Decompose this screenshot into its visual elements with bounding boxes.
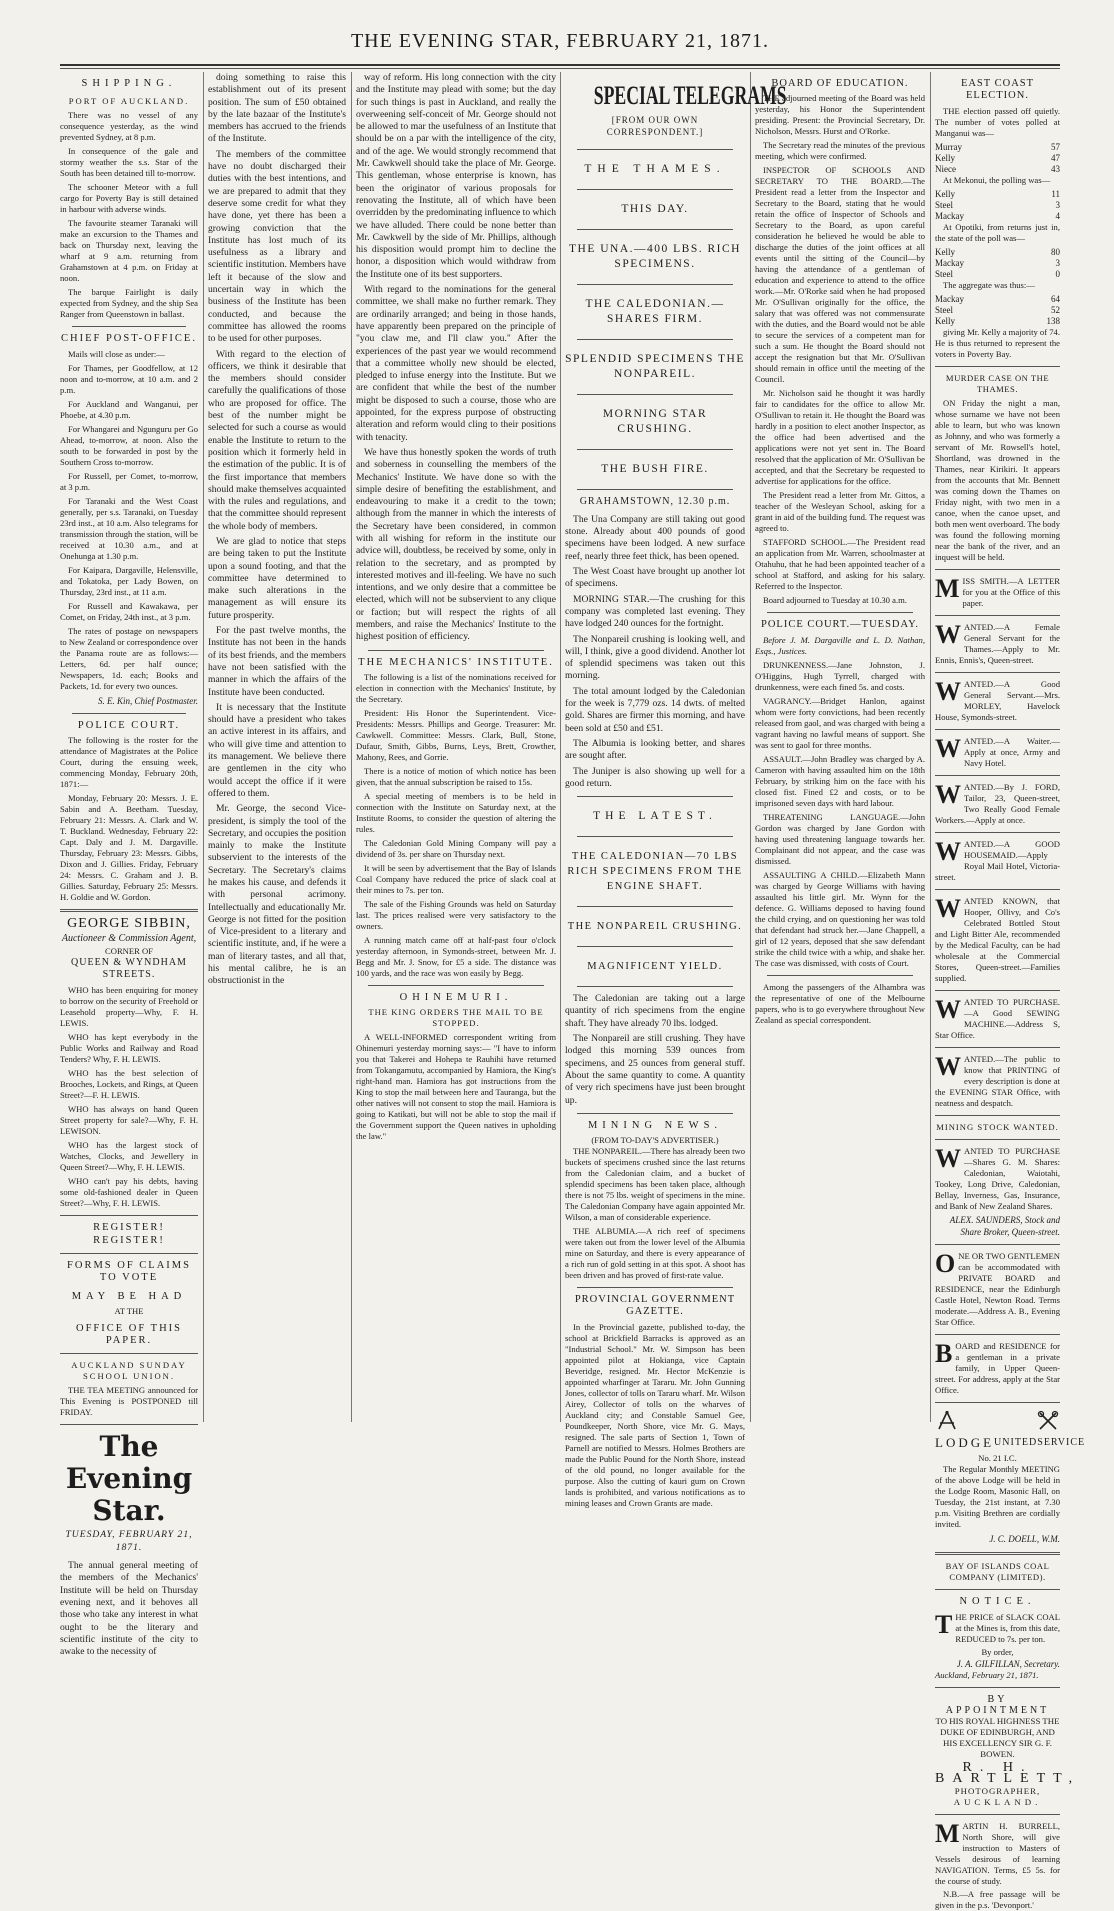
latest-text: The Caledonian are taking out a large quantity of rich specimens from the engine shaft. They have already 70 lbs. lodged. xyxy=(565,993,745,1029)
education-text: The President read a letter from Mr. Gittos, a teacher of the Wesleyan School, asking for a grant in aid of the building fund. The request was agreed to. xyxy=(755,490,925,534)
tally-table xyxy=(935,142,1060,175)
ad-text: OARD and RESIDENCE for a gentleman in a private family, in Upper Queen-street. For address, apply at the Star Office. xyxy=(935,1341,1060,1396)
tally-row xyxy=(935,269,1060,280)
police-text: THREATENING LANGUAGE.—John Gordon was charged by Jane Gordon with having used threatening language towards her. Complainant did not appear, and the case was dismissed. xyxy=(755,811,925,866)
section-rule xyxy=(935,1139,1060,1140)
section-rule xyxy=(767,975,913,976)
section-rule xyxy=(60,1353,198,1354)
ohinemuri-text: A WELL-INFORMED correspondent writing from Ohinemuri yesterday morning says:— "I have to inform you that Takerei and Hohepa te Rauhihi have returned from Tokangamutu, accompanied by Hamiora, the King's right-hand man. Hamiora has got instructions from the King to stop the mail between here and Tauranga, but the other natives will not consent to stop the mail. Hamiora is going to Katikati, but will not be able to stop the mail if the Government support the Queen natives in upholding the law." xyxy=(356,1032,556,1142)
section-rule xyxy=(60,909,198,912)
lodge-text: The Regular Monthly MEETING of the above Lodge will be held in the Lodge Room, Masonic Hall, on Tuesday, the 21st instant, at 7.30 p.m. Visiting Brethren are cordially invited. xyxy=(935,1464,1060,1530)
ad-text: ANTED.—A Good General Servant.—Mrs. MORLEY, Havelock House, Symonds-street. xyxy=(935,678,1060,722)
appointment-heading: BY APPOINTMENT xyxy=(945,1694,1050,1717)
mining-news-heading: MINING NEWS. xyxy=(587,1119,723,1131)
coal-signature: J. A. GILFILLAN, Secretary. xyxy=(956,1659,1060,1670)
who-ad: WHO has the largest stock of Watches, Clocks, and Jewellery in Queen Street?—Why, F. H. LEWIS. xyxy=(60,1140,198,1173)
police-text: The following is the roster for the attendance of Magistrates at the Police Court, during the ensuing week, commencing Monday, February 20th, 1871:— xyxy=(60,735,198,790)
section-rule xyxy=(368,650,544,651)
vote-count: 11 xyxy=(1051,188,1060,199)
section-rule xyxy=(577,836,733,837)
post-text: The rates of postage on newspapers to New Zealand or correspondence over the Panama route are as follows:— Letters, 6d. per half ounce; Newspapers, 1d. each; Books and Packets, 1d. for every two ounces. xyxy=(60,625,198,691)
section-rule xyxy=(60,1424,198,1425)
post-text: For Taranaki and the West Coast generally, per s.s. Taranaki, on Tuesday 23rd inst., at 10 a.m. Also telegrams for transmission through the station, will be received at 10.30 a.m., and at Onehunga at 1.30 p.m. xyxy=(60,495,198,561)
ad-text: ANTED.—By J. FORD, Tailor, 23, Queen-street, Two Really Good Female Workers.—Apply at once. xyxy=(935,781,1060,825)
burrell-note: N.B.—A free passage will be given in the p.s. 'Devonport.' xyxy=(935,1889,1060,1911)
section-rule xyxy=(935,889,1060,890)
column-rule xyxy=(750,72,751,1422)
section-rule xyxy=(767,612,913,613)
tally-row xyxy=(935,142,1060,153)
section-rule xyxy=(60,1253,198,1254)
police-court-heading: POLICE COURT.—TUESDAY. xyxy=(761,619,919,631)
tally-table xyxy=(935,247,1060,280)
tally-table xyxy=(935,189,1060,222)
appointment-line: TO HIS ROYAL HIGHNESS THE DUKE OF EDINBURGH, AND xyxy=(935,1716,1060,1738)
section-rule xyxy=(577,394,733,395)
candidate-name: Kelly xyxy=(935,315,955,326)
lodge-title xyxy=(935,1435,1086,1451)
coal-order: By order, xyxy=(981,1647,1014,1658)
ad-text: NE OR TWO GENTLEMEN can be accommodated with PRIVATE BOARD and RESIDENCE, near the Edinburgh Castle Hotel, Newton Road. Terms moderate.—Address A. B., Evening Star Office. xyxy=(935,1251,1060,1328)
appointment-ad xyxy=(935,1694,1081,1808)
caledonian-heading: THE CALEDONIAN.—SHARES FIRM. xyxy=(585,297,725,325)
nonpareil-heading: SPLENDID SPECIMENS THE NONPAREIL. xyxy=(565,352,745,380)
police-text: VAGRANCY.—Bridget Hanlon, against whom were forty convictions, had been recently released from gaol, and was charged with being a vagrant having no lawful means of support. She was sent to gaol for three months. xyxy=(755,695,925,750)
mining-text: THE NONPAREIL.—There has already been two buckets of specimens crushed since the last returns from the Caledonian claim, and a bucket of splendid specimens has been taken place, although there is not 75 lbs. weight of specimens in the mine. The Caledonian Company have again appointed Mr. Wilson, a man of considerable experience. xyxy=(565,1146,745,1223)
education-text: Mr. Nicholson said he thought it was hardly fair to candidates for the office to allow Mr. O'Sullivan to retain it. He thought the Board was hardly in a position to elect another Inspector, as the office had been advertised and the applications were not yet sent in. The Board resolved that the application of Mr. O'Sullivan be accepted, and that the Secretary be requested to advertise for applications for the office. xyxy=(755,388,925,487)
lodge-word: UNITED xyxy=(994,1437,1038,1449)
column-rule xyxy=(351,72,352,1422)
candidate-name: Kelly xyxy=(935,246,955,257)
ad-text: ANTED.—A Waiter.—Apply at once, Army and Navy Hotel. xyxy=(964,735,1060,768)
section-rule xyxy=(935,1047,1060,1048)
ad-text: ARTIN H. BURRELL, North Shore, will give instruction to Masters of Vessels desirous of learning NAVIGATION. Terms, £5 5s. for the course of study. xyxy=(935,1821,1060,1887)
candidate-name: Kelly xyxy=(935,188,955,199)
mechanics-text: There is a notice of motion of which notice has been given, that the annual subscription be raised to 15s. xyxy=(356,765,556,787)
shipping-text: In consequence of the gale and stormy weather the s.s. Star of the South has been detained till to-morrow. xyxy=(60,146,198,179)
mechanics-text: The following is a list of the nominations received for election in connection with the Mechanics' Institute, by the Secretary. xyxy=(356,671,556,704)
article-text: Mr. George, the second Vice-president, is simply the tool of the Secretary, and occupies the position mainly to make the Institute subservient to the interests of the Secretary. The Secretary's claims he makes his cause, and defends it with personal acrimony. Intellectually and educationally Mr. George is not fitted for the position of Vice-president to a literary and scientific institute, and, if he were a man of literary tastes, and all that, his mental calibre, he is an obstructionist in the xyxy=(208,803,346,987)
lodge-signature: J. C. DOELL, W.M. xyxy=(989,1534,1060,1545)
drop-cap: W xyxy=(935,1143,961,1173)
section-rule xyxy=(935,1687,1060,1688)
section-rule xyxy=(72,713,186,714)
nonpareil-crushing-heading: THE NONPAREIL CRUSHING. xyxy=(567,921,743,933)
drop-cap: W xyxy=(935,779,961,809)
classified-ad xyxy=(935,676,1060,723)
mining-news-sub: (FROM TO-DAY'S ADVERTISER.) xyxy=(591,1135,719,1146)
tally-row xyxy=(935,211,1060,222)
who-ad: WHO can't pay his debts, having some old-fashioned dealer in Queen Street?—Why, F. H. LEWIS. xyxy=(60,1176,198,1209)
candidate-name: Murray xyxy=(935,141,962,152)
section-rule xyxy=(935,1334,1060,1335)
gazette-text: In the Provincial gazette, published to-day, the school at Brickfield Barracks is approved as an "Industrial School." Mr. W. Simpson has been appointed pilot at Hokianga, vice Captain Beveridge, resigned. Mr. Hector McKenzie is appointed wharfinger at Tararu. Mr. John Gunning Jones, collector of tolls on Tararu wharf. Mr. Wilson Airey, Collector of tolls on the wharves of Auckland city; and Constable Samuel Gee, Poundkeeper, North Shore, vice Mr. G. Mays, resigned. The sale parts of Section 1, Town of Parnell are notified to Messrs. Holmes Brothers are made the Public Pound for the North Shore, instead of the old pound, no longer available for the purpose. Also the cutting of kauri gum on Crown lands is prohibited, and various notifications as to mining leases and Crown Grants are made. xyxy=(565,1321,745,1508)
section-rule xyxy=(577,1113,733,1114)
lodge-word: LODGE xyxy=(935,1435,995,1451)
post-signature: S. E. Kin, Chief Postmaster. xyxy=(97,695,198,706)
election-majority: giving Mr. Kelly a majority of 74. He is thus returned to represent the voters in Poverty Bay. xyxy=(935,326,1060,359)
candidate-name: Steel xyxy=(935,304,953,315)
tally-table xyxy=(935,294,1060,327)
post-text: For Kaipara, Dargaville, Helensville, and Tokatoka, per Lady Bowen, on Thursday, 23rd inst., at 11 a.m. xyxy=(60,564,198,597)
article-text: doing something to raise this establishment out of its present position. The sum of £50 obtained by the late bazaar of the Institute's members has accrued to the friends of the Institute. xyxy=(208,72,346,145)
drop-cap: B xyxy=(935,1339,953,1369)
column-5 xyxy=(755,72,925,1422)
election-line: The aggregate was thus:— xyxy=(943,279,1035,290)
thames-case-text: ON Friday the night a man, whose surname we have not been able to learn, but who was known as Johnny, and who was formerly a servant of Mr. Rowsell's hotel, Shortland, was drowned in the Thames, near Kirikiri. It appears from the accounts that Mr. Bennett was coming down the Thames on Friday night, with two men in a canoe, when the canoe upset, and both men went overboard. The body was found the following morning near the bank of the river, and an inquest will be held. xyxy=(935,397,1060,562)
classified-ad xyxy=(935,733,1060,769)
post-text: For Russell, per Comet, to-morrow, at 3 p.m. xyxy=(60,470,198,492)
section-rule xyxy=(935,1589,1060,1590)
section-rule xyxy=(577,946,733,947)
article-text: We have thus honestly spoken the words of truth and soberness in counselling the members of the Mechanics' Institute. We have done so with the simple desire of benefiting the establishment, and endeavouring to make it a credit to the town; although from the manner in which the interests of the Secretary have been considered, in common with all wishing for reform in the institute our advice will, doubtless, be received by some, only in relation to the secretary, and as prompted by interested motives and ill-feeling. We have no such intentions, and we only desire that a committee be elected, which will not be subservient to any clique or faction; but will respect the rights of all members, and raise the Mechanics' Institute to the highest position of efficiency. xyxy=(356,446,556,643)
drop-cap: W xyxy=(935,619,961,649)
tally-row xyxy=(935,153,1060,164)
education-text: STAFFORD SCHOOL.—The President read an application from Mr. Warren, schoolmaster at Otahuhu, that he had been appointed teacher of a school at Stafford, and asking for his salary. Referred to the Inspector. xyxy=(755,537,925,592)
section-rule xyxy=(935,990,1060,991)
latest-text: The Nonpareil are still crushing. They have lodged this morning 539 ounces from specimens, and 25 ounces from general stuff. About the same quantity to come. A quantity of very rich specimens have just been brought up. xyxy=(565,1033,745,1106)
drop-cap: W xyxy=(935,676,961,706)
police-roster: Monday, February 20: Messrs. J. E. Sabin and A. Beetham. Tuesday, February 21: Messrs. A. Clark and W. T. Buckland. Wednesday, February 22: Capt. Daly and J. M. Dargaville. Thursday, February 23: Messrs. Gibbs, Dixon and J. Gillies. Friday, February 24: Messrs. C. Graham and J. B. Gillies. Saturday, February 25: Messrs. H. Goldie and W. Gordon. xyxy=(60,793,198,903)
ohinemuri-heading: OHINEMURI. xyxy=(399,991,513,1003)
drop-cap: W xyxy=(935,733,961,763)
education-text: THE adjourned meeting of the Board was held yesterday, his Honor the Superintendent presiding. Present: the Provincial Secretary, Dr. Nicholson, Messrs. Hurst and O'Rorke. xyxy=(755,93,925,137)
grahamstown-dateline: GRAHAMSTOWN, 12.30 p.m. xyxy=(579,495,731,507)
masthead-rule xyxy=(60,64,1060,66)
correspondent-line: [FROM OUR OWN CORRESPONDENT.] xyxy=(606,115,704,138)
mechanics-text: A running match came off at half-past four o'clock yesterday afternoon, in Symonds-street, between Mr. J. Begg and Mr. J. Snow, for £5 a side. The distance was 100 yards, and the race was won easily by Begg. xyxy=(356,934,556,978)
drop-cap: W xyxy=(935,893,961,923)
section-rule xyxy=(935,1402,1060,1403)
column-1 xyxy=(60,72,198,1658)
column-rule xyxy=(560,72,561,1422)
who-ad: WHO has kept everybody in the Public Works and Railway and Road Tenders? Why, F. H. LEWIS. xyxy=(60,1032,198,1065)
section-rule xyxy=(935,615,1060,616)
article-text: For the past twelve months, the Institute has not been in the hands of its best friends, and the members have not been satisfied with the manner in which the affairs of the Institute have been conducted. xyxy=(208,625,346,698)
mining-text: THE ALBUMIA.—A rich reef of specimens were taken out from the lower level of the Albumia mine on Saturday, and there is every appearance of a rich run of gold setting in at this spot. A shoot has been driven and has proved of first-rate value. xyxy=(565,1226,745,1281)
sibbin-corner: CORNER OF xyxy=(105,945,153,956)
vote-count: 52 xyxy=(1051,304,1060,315)
alhambra-note: Among the passengers of the Alhambra was the representative of one of the Melbourne papers, who is to go everywhere throughout New Zealand as special correspondent. xyxy=(755,981,925,1025)
telegram-text: The total amount lodged by the Caledonian for the week is 7,779 ozs. 14 dwts. of melted gold. Shares are firmer this morning, and have been sold at £50 and £51. xyxy=(565,685,745,734)
post-text: For Auckland and Wanganui, per Phoebe, at 4.30 p.m. xyxy=(60,398,198,420)
column-3 xyxy=(356,72,556,1422)
article-text: With regard to the election of officers, we think it desirable that the members should consider carefully the qualifications of those who are proposed for office. The best of the number might be selected for such a course as would enable the Institute to return to the position which it formerly held in the estimation of the public. It is of the first importance that members should make themselves acquainted with the rules and regulations, and that the committee should represent the whole body of members. xyxy=(208,348,346,532)
column-rule xyxy=(203,72,204,1422)
vote-count: 47 xyxy=(1051,152,1060,163)
mechanics-text: A special meeting of members is to be held in connection with the Institute on Saturday next, at the Institute Rooms, to consider the question of altering the rules. xyxy=(356,790,556,834)
section-rule xyxy=(935,672,1060,673)
telegram-text: The Albumia is looking better, and shares are sought after. xyxy=(565,737,745,762)
vote-count: 3 xyxy=(1055,199,1060,210)
vote-count: 64 xyxy=(1051,293,1060,304)
election-line: At Mekonui, the polling was— xyxy=(943,174,1051,185)
square-compass-icon xyxy=(935,1409,959,1433)
shipping-text: The schooner Meteor with a full cargo for Poverty Bay is still detained in harbour with adverse winds. xyxy=(60,182,198,215)
special-telegrams-heading: SPECIAL TELEGRAMS xyxy=(593,81,787,110)
ad-text: HE PRICE of SLACK COAL at the Mines is, from this date, REDUCED to 7s. per ton. xyxy=(955,1612,1060,1645)
classified-ad xyxy=(935,573,1060,609)
shipping-text: The barque Fairlight is daily expected from Sydney, and the ship Sea Ranger from Queenstown in ballast. xyxy=(60,287,198,320)
saunders-signature: ALEX. SAUNDERS, Stock and Share Broker, Queen-street. xyxy=(949,1214,1060,1237)
section-rule xyxy=(60,1215,198,1216)
lodge-number: No. 21 I.C. xyxy=(978,1453,1017,1464)
election-intro: THE election passed off quietly. The number of votes polled at Manganui was— xyxy=(935,105,1060,138)
classified-ad xyxy=(935,893,1060,984)
thames-heading: THE THAMES. xyxy=(584,162,726,175)
vote-count: 57 xyxy=(1051,141,1060,152)
sibbin-trade: Auctioneer & Commission Agent, xyxy=(61,933,197,945)
classified-ad xyxy=(935,1612,1060,1645)
section-rule xyxy=(935,366,1060,367)
ad-text: ANTED.—A Female General Servant for the Thames.—Apply to Mr. Ennis, Ennis's, Queen-street. xyxy=(935,621,1060,665)
ad-text: ANTED.—A GOOD HOUSEMAID.—Apply Royal Mail Hotel, Victoria-street. xyxy=(935,838,1060,882)
section-rule xyxy=(577,189,733,190)
police-text: DRUNKENNESS.—Jane Johnston, J. O'Higgins, Hugh Tyrrell, charged with drunkenness, were each fined 5s. and costs. xyxy=(755,659,925,692)
post-text: For Thames, per Goodfellow, at 12 noon and to-morrow, at 10 a.m. and 2 p.m. xyxy=(60,362,198,395)
tally-row xyxy=(935,316,1060,327)
drop-cap: W xyxy=(935,994,961,1024)
tally-row xyxy=(935,189,1060,200)
section-rule xyxy=(577,906,733,907)
gazette-heading: PROVINCIAL GOVERNMENT GAZETTE. xyxy=(574,1294,736,1318)
classified-ad xyxy=(935,1143,1060,1212)
section-rule xyxy=(577,449,733,450)
classified-ad xyxy=(935,1821,1060,1887)
police-text: ASSAULT.—John Bradley was charged by A. Cameron with having assaulted him on the 18th February, by striking him on the face with his closed fist. Fined £2 and costs, or to be imprisoned seven days with hard labour. xyxy=(755,753,925,808)
classified-ad xyxy=(935,994,1060,1041)
classified-ad xyxy=(935,779,1060,826)
appointment-line: HIS EXCELLENCY SIR G. F. BOWEN. xyxy=(943,1738,1052,1760)
classified-ad xyxy=(935,1051,1060,1109)
tally-row xyxy=(935,258,1060,269)
section-rule xyxy=(577,339,733,340)
latest-subheading: THE CALEDONIAN—70 LBS RICH SPECIMENS FROM THE ENGINE SHAFT. xyxy=(567,851,743,893)
port-heading: PORT OF AUCKLAND. xyxy=(68,96,190,107)
notice-heading: NOTICE. xyxy=(959,1595,1036,1607)
mechanics-heading: THE MECHANICS' INSTITUTE. xyxy=(358,656,554,668)
classified-ad xyxy=(935,1251,1060,1328)
classified-ad xyxy=(935,619,1060,666)
section-rule xyxy=(935,1115,1060,1116)
magnificent-heading: MAGNIFICENT YIELD. xyxy=(587,961,723,973)
candidate-name: Kelly xyxy=(935,152,955,163)
candidate-name: Mackay xyxy=(935,293,964,304)
classified-ad xyxy=(935,836,1060,883)
vote-count: 80 xyxy=(1051,246,1060,257)
drop-cap: W xyxy=(935,836,961,866)
section-rule xyxy=(577,284,733,285)
column-6 xyxy=(935,72,1086,1911)
education-text: The Secretary read the minutes of the previous meeting, which were confirmed. xyxy=(755,140,925,162)
candidate-name: Mackay xyxy=(935,257,964,268)
morning-star-heading: MORNING STAR CRUSHING. xyxy=(602,407,708,435)
masthead-rule-thin xyxy=(60,68,1060,69)
candidate-name: Steel xyxy=(935,199,953,210)
article-text: The members of the committee have no doubt discharged their duties with the best intentions, and we are prepared to admit that they deserve some credit for what they have done, yet there has been a growing conviction that the Institute has lost much of its usefulness as a library and scientific institution. Members have left it because of the slow and uncertain way in which the business of the Institute has been conducted, and because the committee has allowed the rooms to be used for other purposes. xyxy=(208,148,347,345)
photographer-trade: PHOTOGRAPHER, xyxy=(954,1786,1041,1797)
section-rule xyxy=(577,489,733,490)
drop-cap: O xyxy=(935,1249,956,1279)
article-text: With regard to the nominations for the general committee, we shall make no further remark. They are ordinarily arranged; and being in those hands, have apparently been prepared on the principle of "you claw me, and I'll claw you." After the experiences of the past year we would recommend that a committee wholly new should be elected, pledged to infuse energy into the Institute. But we are confident that while the best of the number might be disposed to such a course, those who are appointed, for the express purpose of obstructing alteration and reform would cling to their positions with tenacity. xyxy=(356,284,556,443)
article-text: We are glad to notice that steps are being taken to put the Institute upon a sound footing, and that the committee have determined to make such alterations in the management as will ensure its future prosperity. xyxy=(208,535,346,621)
drop-cap: M xyxy=(935,573,960,603)
this-day-heading: THIS DAY. xyxy=(621,202,689,215)
candidate-name: Niece xyxy=(935,163,956,174)
forms-at: AT THE xyxy=(114,1305,144,1316)
article-text: way of reform. His long connection with the city and the Institute may plead with some; but the day for such things is past in Auckland, and really the overweening self-conceit of Mr. George should not be allowed to mar the usefulness of an Institute that should be on a par with the intelligence of the city, and of the age. We would strongly recommend that Mr. Cawkwell should take the place of Mr. George. This gentleman, whose enterprise is known, has been the originator of various proposals for renovating the Institute, all of which have been overridden by the predominating influence to which we have alluded. There could be none better than Mr. Cawkwell by the side of Mr. Phillips, although his disposition would prompt him to decline the honor, a disposition which would withdraw from the Institute one of its best supporters. xyxy=(356,72,556,280)
vote-count: 0 xyxy=(1055,268,1060,279)
ad-text: ANTED TO PURCHASE.—A Good SEWING MACHINE.—Address S, Star Office. xyxy=(935,996,1060,1040)
section-rule xyxy=(935,1552,1060,1555)
paper-title: The Evening Star. xyxy=(65,1430,193,1528)
candidate-name: Mackay xyxy=(935,210,964,221)
education-text: INSPECTOR OF SCHOOLS AND SECRETARY TO THE BOARD.—The President read a letter from the Inspector and Secretary to the Board, stating that he would retain the office of Inspector of Schools and Secretary to the Board, as upon careful consideration he believed he would be able to discharge the duties of the joint offices at all events until the sitting of the Council—by having the attendance of a gentleman of education and experience to attend to the office work.—Mr. O'Rorke said when he had proposed Mr. O'Sullivan originally for the office, the salary that was offered was not commensurate with the duties, and the Board would not be able to secure the services of a competent man for such a sum. He thought the Board should not accept the resignation but that Mr. O'Sullivan should remain in office until the meeting of the Council. xyxy=(755,165,925,385)
mechanics-text: The sale of the Fishing Grounds was held on Saturday last. The prices realised were very satisfactory to the owners. xyxy=(356,898,556,931)
section-rule xyxy=(935,569,1060,570)
forms-sub: MAY BE HAD xyxy=(71,1290,187,1302)
election-line: At Opotiki, from returns just in, the state of the poll was— xyxy=(935,221,1060,243)
shipping-heading: SHIPPING. xyxy=(81,78,177,89)
drop-cap: M xyxy=(935,1819,960,1849)
who-ad: WHO has always on hand Queen Street property for sale?—Why, F. H. LEWISON. xyxy=(60,1104,198,1137)
tally-row xyxy=(935,200,1060,211)
column-2 xyxy=(208,72,346,1422)
lodge-word: SERVICE xyxy=(1037,1437,1086,1449)
candidate-name: Steel xyxy=(935,268,953,279)
sibbin-name: GEORGE SIBBIN, xyxy=(67,916,191,932)
section-rule xyxy=(935,729,1060,730)
ad-text: ANTED KNOWN, that Hooper, Ollivy, and Co's Celebrated Bottled Stout and Light Bitter Ale, recommended by the Medical Faculty, can be had wholesale at the Commercial Stores, Queen-street.—Families supplied. xyxy=(935,895,1060,983)
education-text: Board adjourned to Tuesday at 10.30 a.m. xyxy=(763,595,907,606)
section-rule xyxy=(368,985,544,986)
column-rule xyxy=(930,72,931,1422)
tally-row xyxy=(935,294,1060,305)
photographer-place: AUCKLAND. xyxy=(953,1797,1042,1808)
section-rule xyxy=(577,796,733,797)
sunday-school-text: THE TEA MEETING announced for This Evening is POSTPONED till FRIDAY. xyxy=(60,1385,198,1418)
ad-text: ISS SMITH.—A LETTER for you at the Office of this paper. xyxy=(962,575,1060,608)
lead-article: The annual general meeting of the members of the Mechanics' Institute will be held on Thursday evening next, and it behoves all those who take any interest in what ought to be the literary and scientific institute of the city to awake to the necessity of xyxy=(60,1560,198,1658)
photographer-name: R. H. BARTLETT, xyxy=(935,1760,1081,1787)
lodge-banner xyxy=(935,1409,1060,1433)
drop-cap: T xyxy=(935,1610,953,1640)
post-text: For Russell and Kawakawa, per Comet, on Friday, 24th inst., at 3 p.m. xyxy=(60,600,198,622)
sunday-school-heading: AUCKLAND SUNDAY SCHOOL UNION. xyxy=(71,1360,187,1382)
classified-ad xyxy=(935,1341,1060,1396)
tally-row xyxy=(935,305,1060,316)
bush-fire-heading: THE BUSH FIRE. xyxy=(601,462,709,475)
post-intro: Mails will close as under:— xyxy=(68,348,165,359)
ad-text: ANTED.—The public to know that PRINTING of every description is done at the EVENING STAR Office, with neatness and despatch. xyxy=(935,1053,1060,1108)
section-rule xyxy=(935,1244,1060,1245)
register-heading: REGISTER! REGISTER! xyxy=(93,1222,165,1246)
post-office-heading: CHIEF POST-OFFICE. xyxy=(61,333,197,345)
forms-heading: FORMS OF CLAIMS TO VOTE xyxy=(67,1259,191,1284)
police-heading: POLICE COURT. xyxy=(77,719,181,731)
mechanics-text: President: His Honor the Superintendent. Vice-Presidents: Messrs. Phillips and George. Treasurer: Mr. Cawkwell. Committee: Messrs. Clark, Bull, Stone, Dufaur, Smith, Gibbs, Burns, Leys, Brett, Crowther, Mahony, Rees, and Gorrie. xyxy=(356,707,556,762)
crossed-keys-icon xyxy=(1036,1409,1060,1433)
telegram-text: The Juniper is also showing up well for a good return. xyxy=(565,765,745,789)
section-rule xyxy=(577,229,733,230)
sibbin-street: QUEEN & WYNDHAM STREETS. xyxy=(71,956,187,981)
una-heading: THE UNA.—400 LBS. RICH SPECIMENS. xyxy=(569,242,741,270)
education-heading: BOARD OF EDUCATION. xyxy=(771,78,909,89)
latest-heading: THE LATEST. xyxy=(593,810,717,823)
mechanics-text: The Caledonian Gold Mining Company will pay a dividend of 3s. per share on Thursday next. xyxy=(356,837,556,859)
section-rule xyxy=(72,326,186,327)
drop-cap: W xyxy=(935,1051,961,1081)
tally-row xyxy=(935,247,1060,258)
shipping-text: The favourite steamer Taranaki will make an excursion to the Thames and back on Thursday next, leaving the wharf at 9 a.m. returning from Grahamstown at 4 p.m. on Friday at noon. xyxy=(60,218,198,284)
section-rule xyxy=(577,986,733,987)
police-text: ASSAULTING A CHILD.—Elizabeth Mann was charged by George Williams with having assaulted his little girl. Mr. Wynn for the defence. G. Williams deposed to having found the child crying, and on questioning her was told that defendant had struck her.—Jane Chappell, a girl of 12 years, deposed that she saw defendant strike the child twice with a whip, and shake her. The case was dismissed, with costs of Court. xyxy=(755,869,925,968)
section-rule xyxy=(577,149,733,150)
section-rule xyxy=(577,1287,733,1288)
who-ad: WHO has the best selection of Brooches, Lockets, and Rings, at Queen Street?—F. H. LEWIS. xyxy=(60,1068,198,1101)
post-text: For Whangarei and Ngunguru per Go Ahead, to-morrow, at noon. Also the south to be forwarded in post by the Southern Cross to-morrow. xyxy=(60,423,198,467)
mechanics-text: It will be seen by advertisement that the Bay of Islands Coal Company have reduced the price of slack coal at their mines to 7s. per ton. xyxy=(356,862,556,895)
forms-office: OFFICE OF THIS PAPER. xyxy=(76,1322,182,1347)
shipping-text: There was no vessel of any consequence yesterday, as the wind prevented Sydney, at 8 p.m. xyxy=(60,110,198,143)
article-text: It is necessary that the Institute should have a president who takes an active interest in its affairs, and who will give time and attention to its management. We believe there are gentlemen in the city who would accept the office if it were offered to them. xyxy=(208,701,346,799)
police-bench: Before J. M. Dargaville and L. D. Nathan, Esqs., Justices. xyxy=(755,634,925,656)
ad-text: ANTED TO PURCHASE—Shares G. M. Shares: Caledonian, Waiotahi, Tookey, Long Drive, Caledonian, Bellay, Inverness, Gas, Insurance, and Bank of New Zealand Shares. xyxy=(935,1145,1060,1211)
section-rule xyxy=(935,1814,1060,1815)
section-rule xyxy=(935,832,1060,833)
election-heading: EAST COAST ELECTION. xyxy=(960,78,1035,102)
vote-count: 43 xyxy=(1051,163,1060,174)
telegram-text: The Una Company are still taking out good stone. Already about 400 pounds of good specimens have been lodged. A new surface reef, nearly three feet thick, has been opened. xyxy=(565,513,745,562)
ohinemuri-sub: THE KING ORDERS THE MAIL TO BE STOPPED. xyxy=(368,1007,544,1029)
masthead-title: THE EVENING STAR, FEBRUARY 21, 1871. xyxy=(350,30,770,52)
coal-date: Auckland, February 21, 1871. xyxy=(935,1670,1039,1681)
section-rule xyxy=(935,775,1060,776)
mining-stock-heading: MINING STOCK WANTED. xyxy=(936,1121,1059,1132)
telegram-text: MORNING STAR.—The crushing for this company was completed last evening. They have lodged 240 ounces for the fortnight. xyxy=(565,593,745,630)
column-4 xyxy=(565,72,787,1508)
vote-count: 138 xyxy=(1046,315,1060,326)
paper-date: TUESDAY, FEBRUARY 21, 1871. xyxy=(65,1529,193,1553)
telegram-text: The Nonpareil crushing is looking well, and will, I think, give a good dividend. Another lot of splendid specimens was taken out this morning. xyxy=(565,633,745,682)
coal-company-heading: BAY OF ISLANDS COAL COMPANY (LIMITED). xyxy=(945,1560,1050,1582)
telegram-text: The West Coast have brought up another lot of specimens. xyxy=(565,566,745,590)
thames-case-heading: MURDER CASE ON THE THAMES. xyxy=(945,372,1050,394)
vote-count: 4 xyxy=(1055,210,1060,221)
tally-row xyxy=(935,164,1060,175)
vote-count: 3 xyxy=(1055,257,1060,268)
who-ad: WHO has been enquiring for money to borrow on the security of Freehold or Leasehold property—Why, F. H. LEWIS. xyxy=(60,985,198,1029)
